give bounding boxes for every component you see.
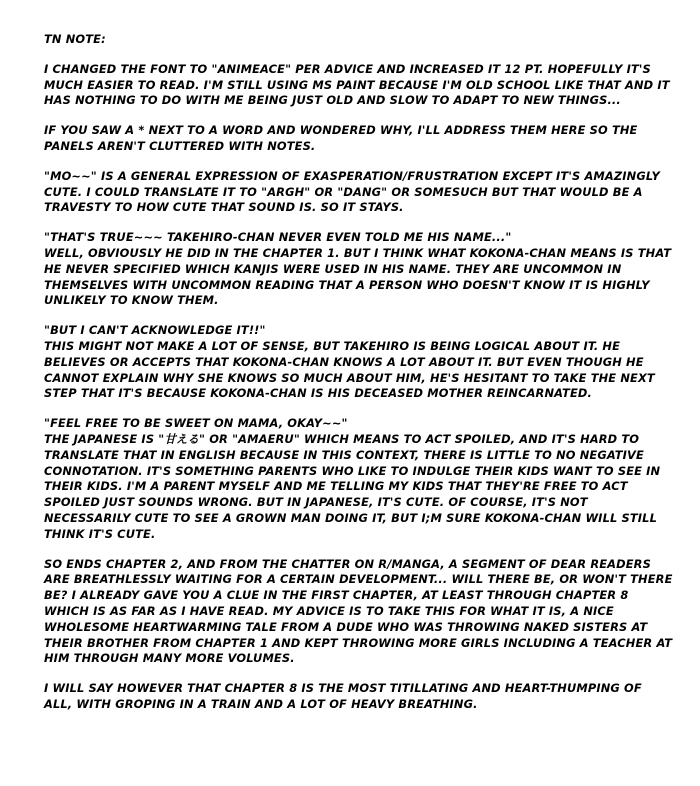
- note-heading: TN NOTE:: [44, 32, 106, 46]
- note-paragraph-name: [44, 230, 674, 309]
- paragraph-text: WELL, OBVIOUSLY HE DID IN THE CHAPTER 1. BUT I THINK WHAT KOKONA-CHAN MEANS IS THAT HE NEVER SPECIFIED WHICH KANJIS WERE USED IN HIS NAME. THEY ARE UNCOMMON IN THEMSELVES WITH UNCOMMON READING THAT A PERSON WHO DOESN'T KNOW IT IS HIGHLY UNLIKELY TO KNOW THEM.: [44, 245, 672, 308]
- note-paragraph-acknowledge: [44, 323, 674, 402]
- paragraph-text: THIS MIGHT NOT MAKE A LOT OF SENSE, BUT TAKEHIRO IS BEING LOGICAL ABOUT IT. HE BELIEVES OR ACCEPTS THAT KOKONA-CHAN KNOWS A LOT ABOUT IT. BUT EVEN THOUGH HE CANNOT EXPLAIN WHY SHE KNOWS SO MUCH ABOUT HIM, HE'S HESITANT TO TAKE THE NEXT STEP THAT IT'S BECAUSE KOKONA-CHAN IS HIS DECEASED MOTHER REINCARNATED.: [44, 338, 655, 401]
- paragraph-text: "MO~~" IS A GENERAL EXPRESSION OF EXASPERATION/FRUSTRATION EXCEPT IT'S AMAZINGLY CUTE. I COULD TRANSLATE IT TO "ARGH" OR "DANG" OR SOMESUCH BUT THAT WOULD BE A TRAVESTY TO HOW CUTE THAT SOUND IS. SO IT STAYS.: [44, 168, 660, 215]
- paragraph-text: IF YOU SAW A * NEXT TO A WORD AND WONDERED WHY, I'LL ADDRESS THEM HERE SO THE PANELS AREN'T CLUTTERED WITH NOTES.: [44, 123, 638, 153]
- paragraph-text: I WILL SAY HOWEVER THAT CHAPTER 8 IS THE MOST TITILLATING AND HEART-THUMPING OF ALL, WITH GROPING IN A TRAIN AND A LOT OF HEAVY BREATHING.: [44, 681, 642, 711]
- note-paragraph-chapter-end: [44, 557, 674, 668]
- quoted-line: "BUT I CAN'T ACKNOWLEDGE IT!!": [44, 323, 266, 338]
- note-paragraph-mo: [44, 169, 674, 216]
- paragraph-text: THE JAPANESE IS "甘える" OR "AMAERU" WHICH MEANS TO ACT SPOILED, AND IT'S HARD TO TRANSLATE THAT IN ENGLISH BECAUSE IN THIS CONTEXT, THERE IS LITTLE TO NO NEGATIVE CONNOTATION. IT'S SOMETHING PARENTS WHO LIKE TO INDULGE THEIR KIDS WANT TO SEE IN THEIR KIDS. I'M A PARENT MYSELF AND ME TELLING MY KIDS THAT THEY'RE FREE TO ACT SPOILED JUST SOUNDS WRONG. BUT IN JAPANESE, IT'S CUTE. OF COURSE, IT'S NOT NECESSARILY CUTE TO SEE A GROWN MAN DOING IT, BUT I;M SURE KOKONA-CHAN WILL STILL THINK IT'S CUTE.: [44, 431, 661, 541]
- quoted-line: "THAT'S TRUE~~~ TAKEHIRO-CHAN NEVER EVEN TOLD ME HIS NAME...": [44, 230, 512, 245]
- note-paragraph-amaeru: [44, 416, 674, 542]
- paragraph-text: I CHANGED THE FONT TO "ANIMEACE" PER ADVICE AND INCREASED IT 12 PT. HOPEFULLY IT'S MUCH EASIER TO READ. I'M STILL USING MS PAINT BECAUSE I'M OLD SCHOOL LIKE THAT AND IT HAS NOTHING TO DO WITH ME BEING JUST OLD AND SLOW TO ADAPT TO NEW THINGS...: [44, 61, 670, 108]
- quoted-line: "FEEL FREE TO BE SWEET ON MAMA, OKAY~~": [44, 416, 348, 431]
- note-paragraph-chapter-8: [44, 681, 674, 713]
- paragraph-text: SO ENDS CHAPTER 2, AND FROM THE CHATTER ON R/MANGA, A SEGMENT OF DEAR READERS ARE BREATHLESSLY WAITING FOR A CERTAIN DEVELOPMENT... WILL THERE BE, OR WON'T THERE BE? I ALREADY GAVE YOU A CLUE IN THE FIRST CHAPTER, AT LEAST THROUGH CHAPTER 8 WHICH IS AS FAR AS I HAVE READ. MY ADVICE IS TO TAKE THIS FOR WHAT IT IS, A NICE WHOLESOME HEARTWARMING TALE FROM A DUDE WHO WAS THROWING NAKED SISTERS AT THEIR BROTHER FROM CHAPTER 1 AND KEPT THROWING MORE GIRLS INCLUDING A TEACHER AT HIM THROUGH MANY MORE VOLUMES.: [44, 556, 673, 666]
- note-paragraph-asterisk: [44, 123, 674, 155]
- note-paragraph-font: [44, 62, 674, 109]
